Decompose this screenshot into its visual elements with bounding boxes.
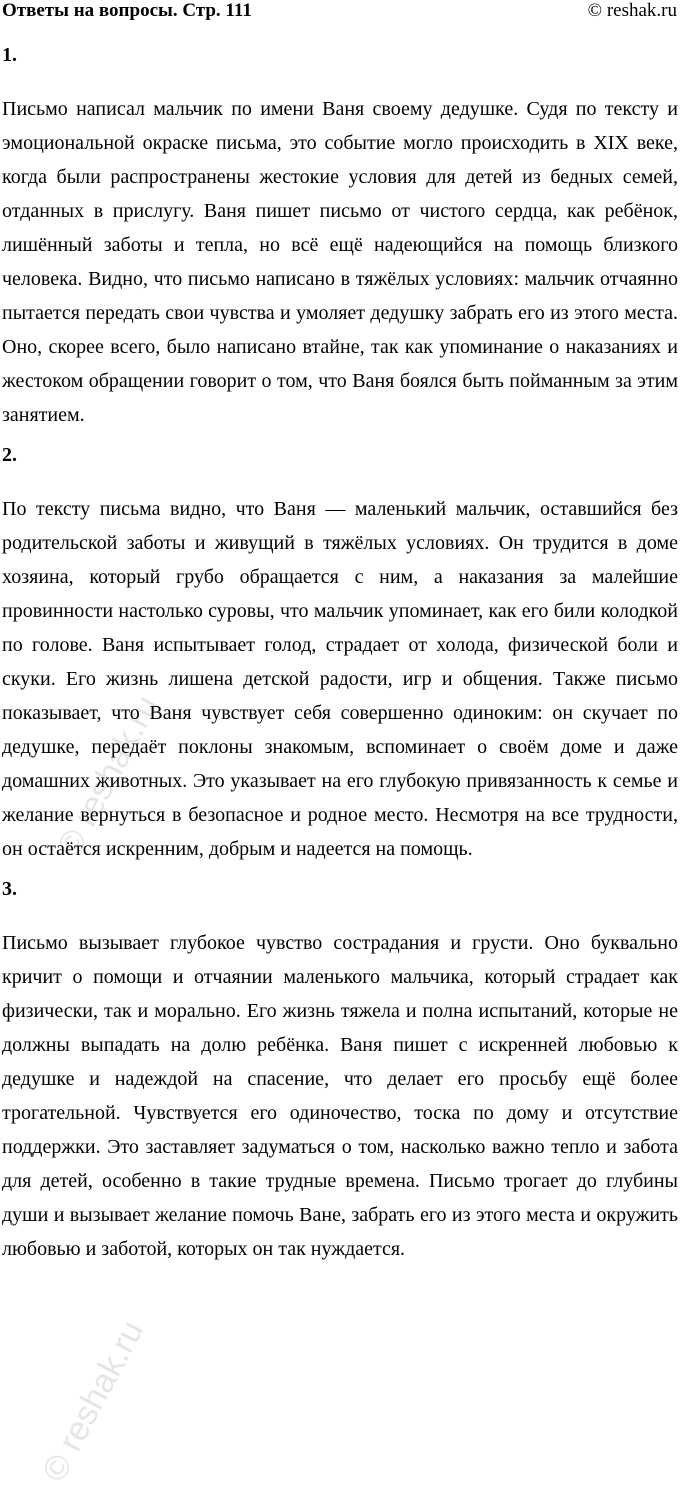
watermark: © reshak.ru bbox=[50, 689, 167, 863]
watermark: © reshak.ru bbox=[35, 1314, 152, 1488]
answer-number: 1. bbox=[2, 44, 17, 66]
answer-section-2 bbox=[2, 443, 678, 866]
source-label: © reshak.ru bbox=[587, 0, 677, 21]
answers-content bbox=[2, 43, 678, 1277]
page-title: Ответы на вопросы. Стр. 111 bbox=[2, 0, 252, 21]
answer-number: 3. bbox=[2, 878, 17, 900]
answer-section-3 bbox=[2, 877, 678, 1266]
answer-text: По тексту письма видно, что Ваня — маленький мальчик, оставшийся без родительской заботы и живущий в тяжёлых условиях. Он трудится в доме хозяина, который грубо обращается с ним, а наказания за малейшие провинности настолько суровы, что мальчик упоминает, как его били колодкой по голове. Ваня испытывает голод, страдает от холода, физической боли и скуки. Его жизнь лишена детской радости, игр и общения. Также письмо показывает, что Ваня чувствует себя совершенно одиноким: он скучает по дедушке, передаёт поклоны знакомым, вспоминает о своём доме и даже домашних животных. Это указывает на его глубокую привязанность к семье и желание вернуться в безопасное и родное место. Несмотря на все трудности, он остаётся искренним, добрым и надеется на помощь. bbox=[2, 498, 678, 860]
page-header bbox=[2, 0, 677, 26]
answer-section-1 bbox=[2, 43, 678, 432]
answer-text: Письмо вызывает глубокое чувство сострадания и грусти. Оно буквально кричит о помощи и отчаянии маленького мальчика, который страдает как физически, так и морально. Его жизнь тяжела и полна испытаний, которые не должны выпадать на долю ребёнка. Ваня пишет с искренней любовью к дедушке и надеждой на спасение, что делает его просьбу ещё более трогательной. Чувствуется его одиночество, тоска по дому и отсутствие поддержки. Это заставляет задуматься о том, насколько важно тепло и забота для детей, особенно в такие трудные времена. Письмо трогает до глубины души и вызывает желание помочь Ване, забрать его из этого места и окружить любовью и заботой, которых он так нуждается. bbox=[2, 932, 678, 1260]
answer-number: 2. bbox=[2, 444, 17, 466]
answer-text: Письмо написал мальчик по имени Ваня своему дедушке. Судя по тексту и эмоциональной окраске письма, это событие могло происходить в XIX веке, когда были распространены жестокие условия для детей из бедных семей, отданных в прислугу. Ваня пишет письмо от чистого сердца, как ребёнок, лишённый заботы и тепла, но всё ещё надеющийся на помощь близкого человека. Видно, что письмо написано в тяжёлых условиях: мальчик отчаянно пытается передать свои чувства и умоляет дедушку забрать его из этого места. Оно, скорее всего, было написано втайне, так как упоминание о наказаниях и жестоком обращении говорит о том, что Ваня боялся быть пойманным за этим занятием. bbox=[2, 98, 678, 426]
